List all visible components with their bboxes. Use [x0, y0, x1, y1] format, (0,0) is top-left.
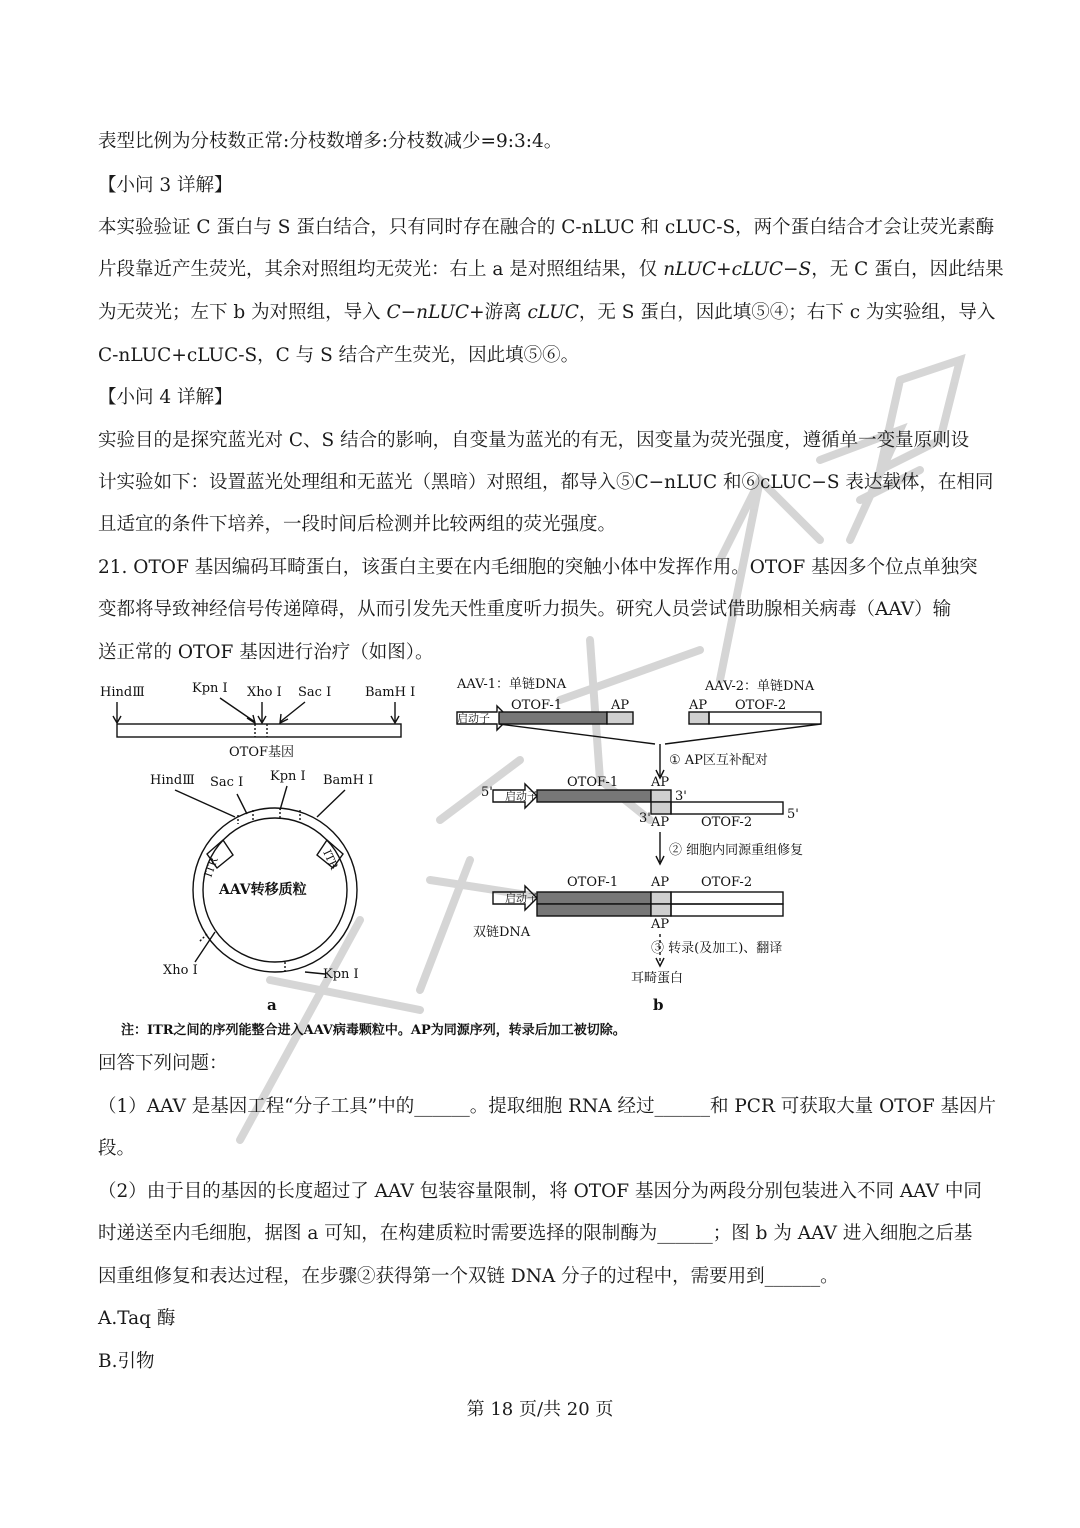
sub-question-2: （2）由于目的基因的长度超过了 AAV 包装容量限制，将 OTOF 基因分为两段分别包装进入不同 AAV 中同	[98, 1181, 982, 1202]
text-span: ，无 C 蛋白，因此结果	[811, 259, 1004, 280]
section-heading-q3: 【小问 3 详解】	[98, 175, 233, 196]
option-b: B.引物	[98, 1351, 155, 1372]
segment-label: OTOF-2	[701, 815, 753, 830]
site-label: Sac Ⅰ	[210, 775, 244, 790]
end-label: 5'	[787, 807, 799, 822]
recombination-diagram	[456, 677, 821, 1014]
step-label: ③ 转录(及加工)、翻译	[651, 941, 783, 956]
text-span: ，无 S 蛋白，因此填⑤④；右下 c 为实验组，导入	[578, 302, 996, 323]
segment-label: AP	[651, 917, 670, 932]
text-line: 且适宜的条件下培养，一段时间后检测并比较两组的荧光强度。	[98, 514, 617, 535]
promoter-label: 启动子	[505, 790, 538, 803]
dsdna-label: 双链DNA	[473, 925, 531, 940]
panel-label-b: b	[653, 996, 664, 1014]
text-span: 游离	[484, 302, 528, 323]
aav-figure	[95, 672, 985, 1047]
segment-label: OTOF-1	[567, 875, 619, 890]
plasmid-label: AAV转移质粒	[219, 882, 307, 898]
panel-label-a: a	[267, 996, 277, 1014]
answer-prompt: 回答下列问题：	[98, 1053, 228, 1074]
end-label: 3'	[675, 789, 687, 804]
question-21-text: 变都将导致神经信号传递障碍，从而引发先天性重度听力损失。研究人员尝试借助腺相关病毒（AAV）输	[98, 599, 952, 620]
italic-term: C−nLUC+	[386, 302, 485, 323]
page-footer: 第 18 页/共 20 页	[466, 1399, 614, 1420]
site-label: BamH Ⅰ	[365, 685, 416, 700]
itr-label: ITR	[320, 847, 341, 872]
site-label: HindⅢ	[100, 685, 145, 700]
vector-label: AAV-2：单链DNA	[705, 679, 815, 694]
segment-label: OTOF-2	[701, 875, 753, 890]
site-label: Kpn Ⅰ	[270, 769, 306, 784]
end-label: 3'	[639, 811, 651, 826]
sub-question-1: （1）AAV 是基因工程“分子工具”中的______。提取细胞 RNA 经过______和 PCR 可获取大量 OTOF 基因片	[98, 1096, 997, 1117]
promoter-label: 启动子	[505, 892, 538, 905]
segment-label: OTOF-1	[511, 698, 563, 713]
segment-label: OTOF-2	[735, 698, 787, 713]
segment-label: AP	[651, 775, 670, 790]
site-label: Kpn Ⅰ	[192, 681, 228, 696]
site-label: Xho Ⅰ	[247, 685, 282, 700]
sub-question-1: 段。	[98, 1138, 136, 1159]
text-line	[98, 258, 1004, 282]
step-label: ① AP区互补配对	[669, 753, 768, 768]
text-line: 计实验如下：设置蓝光处理组和无蓝光（黑暗）对照组，都导入⑤C−nLUC 和⑥cLUC−S 表达载体，在相同	[98, 472, 994, 493]
sub-question-2: 因重组修复和表达过程，在步骤②获得第一个双链 DNA 分子的过程中，需要用到______。	[98, 1266, 839, 1287]
segment-label: AP	[689, 698, 708, 713]
text-line: C-nLUC+cLUC-S，C 与 S 结合产生荧光，因此填⑤⑥。	[98, 345, 580, 366]
itr-label: ITR	[201, 855, 221, 880]
figure-note: 注：ITR之间的序列能整合进入AAV病毒颗粒中。AP为同源序列，转录后加工被切除。	[121, 1023, 626, 1038]
segment-label: AP	[651, 875, 670, 890]
site-label: Kpn Ⅰ	[323, 967, 359, 982]
vector-label: AAV-1：单链DNA	[457, 677, 567, 692]
question-21-text: 21. OTOF 基因编码耳畸蛋白，该蛋白主要在内毛细胞的突触小体中发挥作用。OTOF 基因多个位点单独突	[98, 557, 978, 578]
text-line: 本实验验证 C 蛋白与 S 蛋白结合，只有同时存在融合的 C-nLUC 和 cLUC-S，两个蛋白结合才会让荧光素酶	[98, 217, 995, 238]
option-a: A.Taq 酶	[98, 1308, 176, 1329]
section-heading-q4: 【小问 4 详解】	[98, 387, 233, 408]
text-span: 片段靠近产生荧光，其余对照组均无荧光：右上 a 是对照组结果，仅	[98, 259, 664, 280]
segment-label: OTOF-1	[567, 775, 619, 790]
italic-term: nLUC+cLUC−S	[663, 259, 812, 280]
site-label: Sac Ⅰ	[298, 685, 332, 700]
text-line	[98, 301, 995, 325]
promoter-label: 启动子	[457, 712, 490, 725]
site-label: Xho Ⅰ	[163, 963, 198, 978]
end-label: 5'	[481, 785, 493, 800]
aav-plasmid	[150, 769, 373, 1014]
gene-label: OTOF基因	[229, 745, 295, 760]
question-21-text: 送正常的 OTOF 基因进行治疗（如图）。	[98, 642, 434, 663]
product-label: 耳畸蛋白	[631, 971, 684, 986]
text-line: 表型比例为分枝数正常:分枝数增多:分枝数减少=9:3:4。	[98, 131, 563, 152]
text-line: 实验目的是探究蓝光对 C、S 结合的影响，自变量为蓝光的有无，因变量为荧光强度，遵循单一变量原则设	[98, 430, 970, 451]
sub-question-2: 时递送至内毛细胞，据图 a 可知，在构建质粒时需要选择的限制酶为______；图 b 为 AAV 进入细胞之后基	[98, 1223, 973, 1244]
site-label: HindⅢ	[150, 773, 195, 788]
step-label: ② 细胞内同源重组修复	[669, 843, 804, 858]
otof-gene-map	[100, 681, 415, 760]
site-label: BamH Ⅰ	[323, 773, 374, 788]
italic-term: cLUC	[527, 302, 579, 323]
segment-label: AP	[651, 815, 670, 830]
text-span: 为无荧光；左下 b 为对照组，导入	[98, 302, 387, 323]
segment-label: AP	[611, 698, 630, 713]
